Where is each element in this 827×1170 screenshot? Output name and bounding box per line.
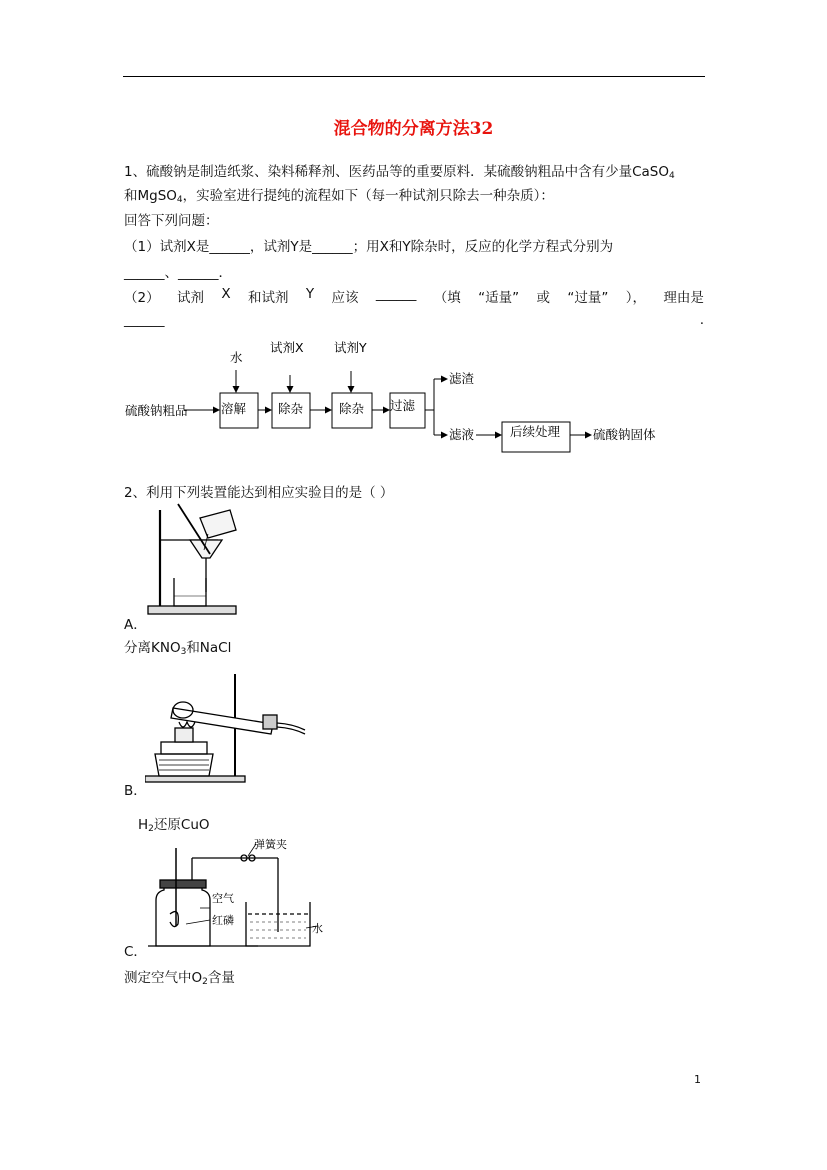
- q1-line2: 和MgSO$_4$，实验室进行提纯的流程如下（每一种试剂只除去一种杂质）：: [124, 188, 554, 205]
- figure-c-air-label: 空气: [212, 892, 234, 905]
- figure-c-water-label: 水: [312, 922, 323, 935]
- figure-c-clamp-label: 弹簧夹: [254, 838, 287, 851]
- q2-stem: 2、利用下列装置能达到相应实验目的是（ ）: [124, 485, 394, 501]
- flow-step-filter: 过滤: [390, 398, 416, 413]
- q1-line7: ______ .: [124, 312, 704, 328]
- flow-step-remove-1: 除杂: [278, 401, 304, 416]
- flow-post-process: 后续处理: [510, 424, 561, 439]
- q1-line3: 回答下列问题：: [124, 213, 219, 229]
- figure-a-filtration: [138, 500, 248, 620]
- q1-line6: （2） 试剂 X 和试剂 Y 应该 ______ （填 “适量” 或 “过量” ）， 理由是: [124, 286, 704, 306]
- q1-line4: （1）试剂X是______，试剂Y是______；用X和Y除杂时，反应的化学方程式分别为: [124, 239, 614, 255]
- process-flowchart: [122, 335, 702, 460]
- option-b-desc: $H_2$还原CuO: [138, 817, 210, 834]
- flow-filtrate: 滤液: [449, 427, 475, 442]
- figure-c-phosphorus-label: 红磷: [212, 914, 234, 927]
- option-a-desc: 分离$KNO_3$和NaCl: [124, 640, 232, 657]
- figure-c-oxygen-measurement: [148, 836, 328, 951]
- flow-water: 水: [230, 350, 243, 365]
- option-b-letter: B．: [124, 783, 147, 799]
- q1-line5: ______、______．: [124, 265, 232, 281]
- option-a-letter: A．: [124, 617, 147, 633]
- option-c-letter: C．: [124, 944, 147, 960]
- page-title: 混合物的分离方法32: [333, 119, 494, 139]
- option-c-desc: 测定空气中$O_2$含量: [124, 970, 235, 987]
- figure-b-hydrogen-reduction: [145, 668, 310, 788]
- flow-reagent-y: 试剂Y: [334, 340, 367, 355]
- flow-step-dissolve: 溶解: [221, 401, 247, 416]
- q1-line1: 1、硫酸钠是制造纸浆、染料稀释剂、医药品等的重要原料．某硫酸钠粗品中含有少量CaSO$_4$: [124, 164, 675, 181]
- flow-step-remove-2: 除杂: [339, 401, 365, 416]
- flow-output: 硫酸钠固体: [593, 427, 656, 442]
- flow-residue: 滤渣: [449, 371, 475, 386]
- page-number: 1: [694, 1073, 701, 1086]
- header-rule: [123, 76, 705, 77]
- flow-input: 硫酸钠粗品: [125, 403, 188, 418]
- flow-reagent-x: 试剂X: [270, 340, 304, 355]
